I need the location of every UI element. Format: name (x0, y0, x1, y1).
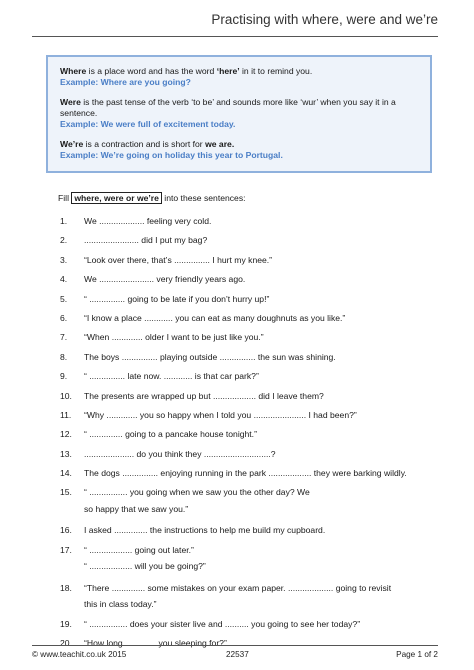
sentence-row (60, 468, 407, 479)
sentence-text: The dogs ............... enjoying running in the park .................. they were barking wildly. (84, 468, 407, 479)
sentence-row (60, 390, 324, 402)
sentence-row (60, 618, 361, 630)
were-contraction-example: Example: We’re going on holiday this year to Portugal. (60, 150, 283, 160)
sentence-text: so happy that we saw you.” (84, 504, 189, 515)
sentence-number: 5. (60, 293, 68, 304)
sentence-text: We ................... feeling very cold. (84, 216, 212, 226)
sentence-text: “ ............... late now. ............ is that car park?” (84, 371, 259, 382)
sentence-text: “ .............. going to a pancake house tonight.” (84, 429, 257, 440)
sentence-number: 7. (60, 332, 68, 343)
where-example: Example: Where are you going? (60, 77, 191, 87)
sentence-text: The boys ............... playing outside ............... the sun was shining. (84, 351, 336, 362)
sentence-row (60, 216, 212, 227)
sentence-text: “ ................ does your sister live and .......... you going to see her today?” (84, 618, 361, 629)
sentence-row (60, 504, 189, 515)
were-rule: Were is the past tense of the verb ‘to be’ and sounds more like ‘wur’ when you say it in a sentence. Example: We were full of excitement today. (60, 97, 396, 129)
sentence-row (60, 429, 257, 440)
sentence-number: 17. (60, 544, 72, 555)
footer-page-number: Page 1 of 2 (396, 650, 438, 659)
sentence-number: 13. (60, 448, 72, 459)
instruction: Fill where, were or we’re into these sentences: (58, 193, 246, 203)
sentence-number: 16. (60, 525, 72, 536)
sentence-row (60, 525, 326, 536)
sentence-text: ....................... did I put my bag? (84, 235, 208, 246)
sentence-number: 9. (60, 371, 68, 382)
sentence-row (60, 254, 273, 266)
sentence-text: I asked .............. the instructions to help me build my cupboard. (84, 525, 326, 536)
sentence-row (60, 371, 259, 382)
sentence-text: “Look over there, that’s ............... I hurt my knee.” (84, 254, 273, 265)
were-contraction-word: We’re (60, 139, 84, 149)
sentence-row (60, 332, 264, 343)
sentence-row (60, 312, 346, 324)
info-box (46, 55, 432, 173)
sentence-row (60, 274, 246, 285)
sentence-text: We ....................... very friendly years ago. (84, 274, 246, 285)
sentence-row (60, 599, 157, 610)
sentence-text: The presents are wrapped up but .................. did I leave them? (84, 390, 324, 401)
were-example: Example: We were full of excitement today. (60, 119, 236, 129)
sentence-row (60, 409, 357, 421)
sentence-text: “ ............... going to be late if you don’t hurry up!” (84, 293, 270, 304)
sentence-text: “How long ............. you sleeping for?” (84, 638, 227, 648)
sentence-text: this in class today.” (84, 599, 157, 610)
sentence-number: 12. (60, 429, 72, 440)
sentence-row (60, 638, 227, 649)
were-word: Were (60, 97, 81, 107)
sentence-text: “ .................. will you be going?” (84, 561, 206, 572)
where-rule: Where is a place word and has the word ‘here’ in it to remind you. Example: Where are you going? (60, 66, 313, 87)
sentence-row (60, 544, 194, 556)
sentence-number: 2. (60, 235, 68, 246)
sentence-number: 3. (60, 254, 68, 265)
sentence-text: “Why ............. you so happy when I told you ...................... I had been?” (84, 409, 357, 420)
sentence-number: 1. (60, 216, 68, 226)
sentence-number: 10. (60, 390, 72, 401)
instruction-boxed-words: where, were or we’re (71, 192, 162, 204)
footer-copyright: © www.teachit.co.uk 2015 (32, 650, 127, 659)
sentence-number: 19. (60, 618, 72, 629)
sentence-row (60, 235, 208, 246)
sentence-row (60, 582, 392, 594)
footer-divider (32, 645, 438, 646)
sentence-number: 14. (60, 468, 72, 479)
sentence-text: “There .............. some mistakes on your exam paper. ................... going to revisit (84, 582, 392, 593)
sentence-row (60, 487, 310, 498)
sentence-number: 11. (60, 409, 72, 420)
sentence-number: 4. (60, 274, 68, 285)
were-contraction-rule: We’re is a contraction and is short for we are. Example: We’re going on holiday this year to Portugal. (60, 139, 283, 160)
sentence-text: “When ............. older I want to be just like you.” (84, 332, 264, 343)
sentence-number: 15. (60, 487, 72, 498)
sentence-row (60, 293, 270, 305)
sentence-number: 8. (60, 351, 68, 362)
sentence-text: “ .................. going out later.” (84, 544, 194, 555)
title-divider (32, 36, 438, 37)
sentence-text: ..................... do you think they ............................? (84, 448, 276, 459)
sentence-text: “ ................ you going when we saw you the other day? We (84, 487, 310, 498)
sentence-number: 20. (60, 638, 72, 648)
sentence-text: “I know a place ............ you can eat as many doughnuts as you like.” (84, 312, 346, 323)
sentence-row (60, 561, 206, 572)
footer-code: 22537 (226, 650, 249, 659)
sentence-number: 18. (60, 582, 72, 593)
sentence-row (60, 448, 276, 460)
page-title: Practising with where, were and we’re (211, 12, 438, 27)
sentence-row (60, 351, 336, 363)
sentence-number: 6. (60, 312, 68, 323)
where-word: Where (60, 66, 87, 76)
